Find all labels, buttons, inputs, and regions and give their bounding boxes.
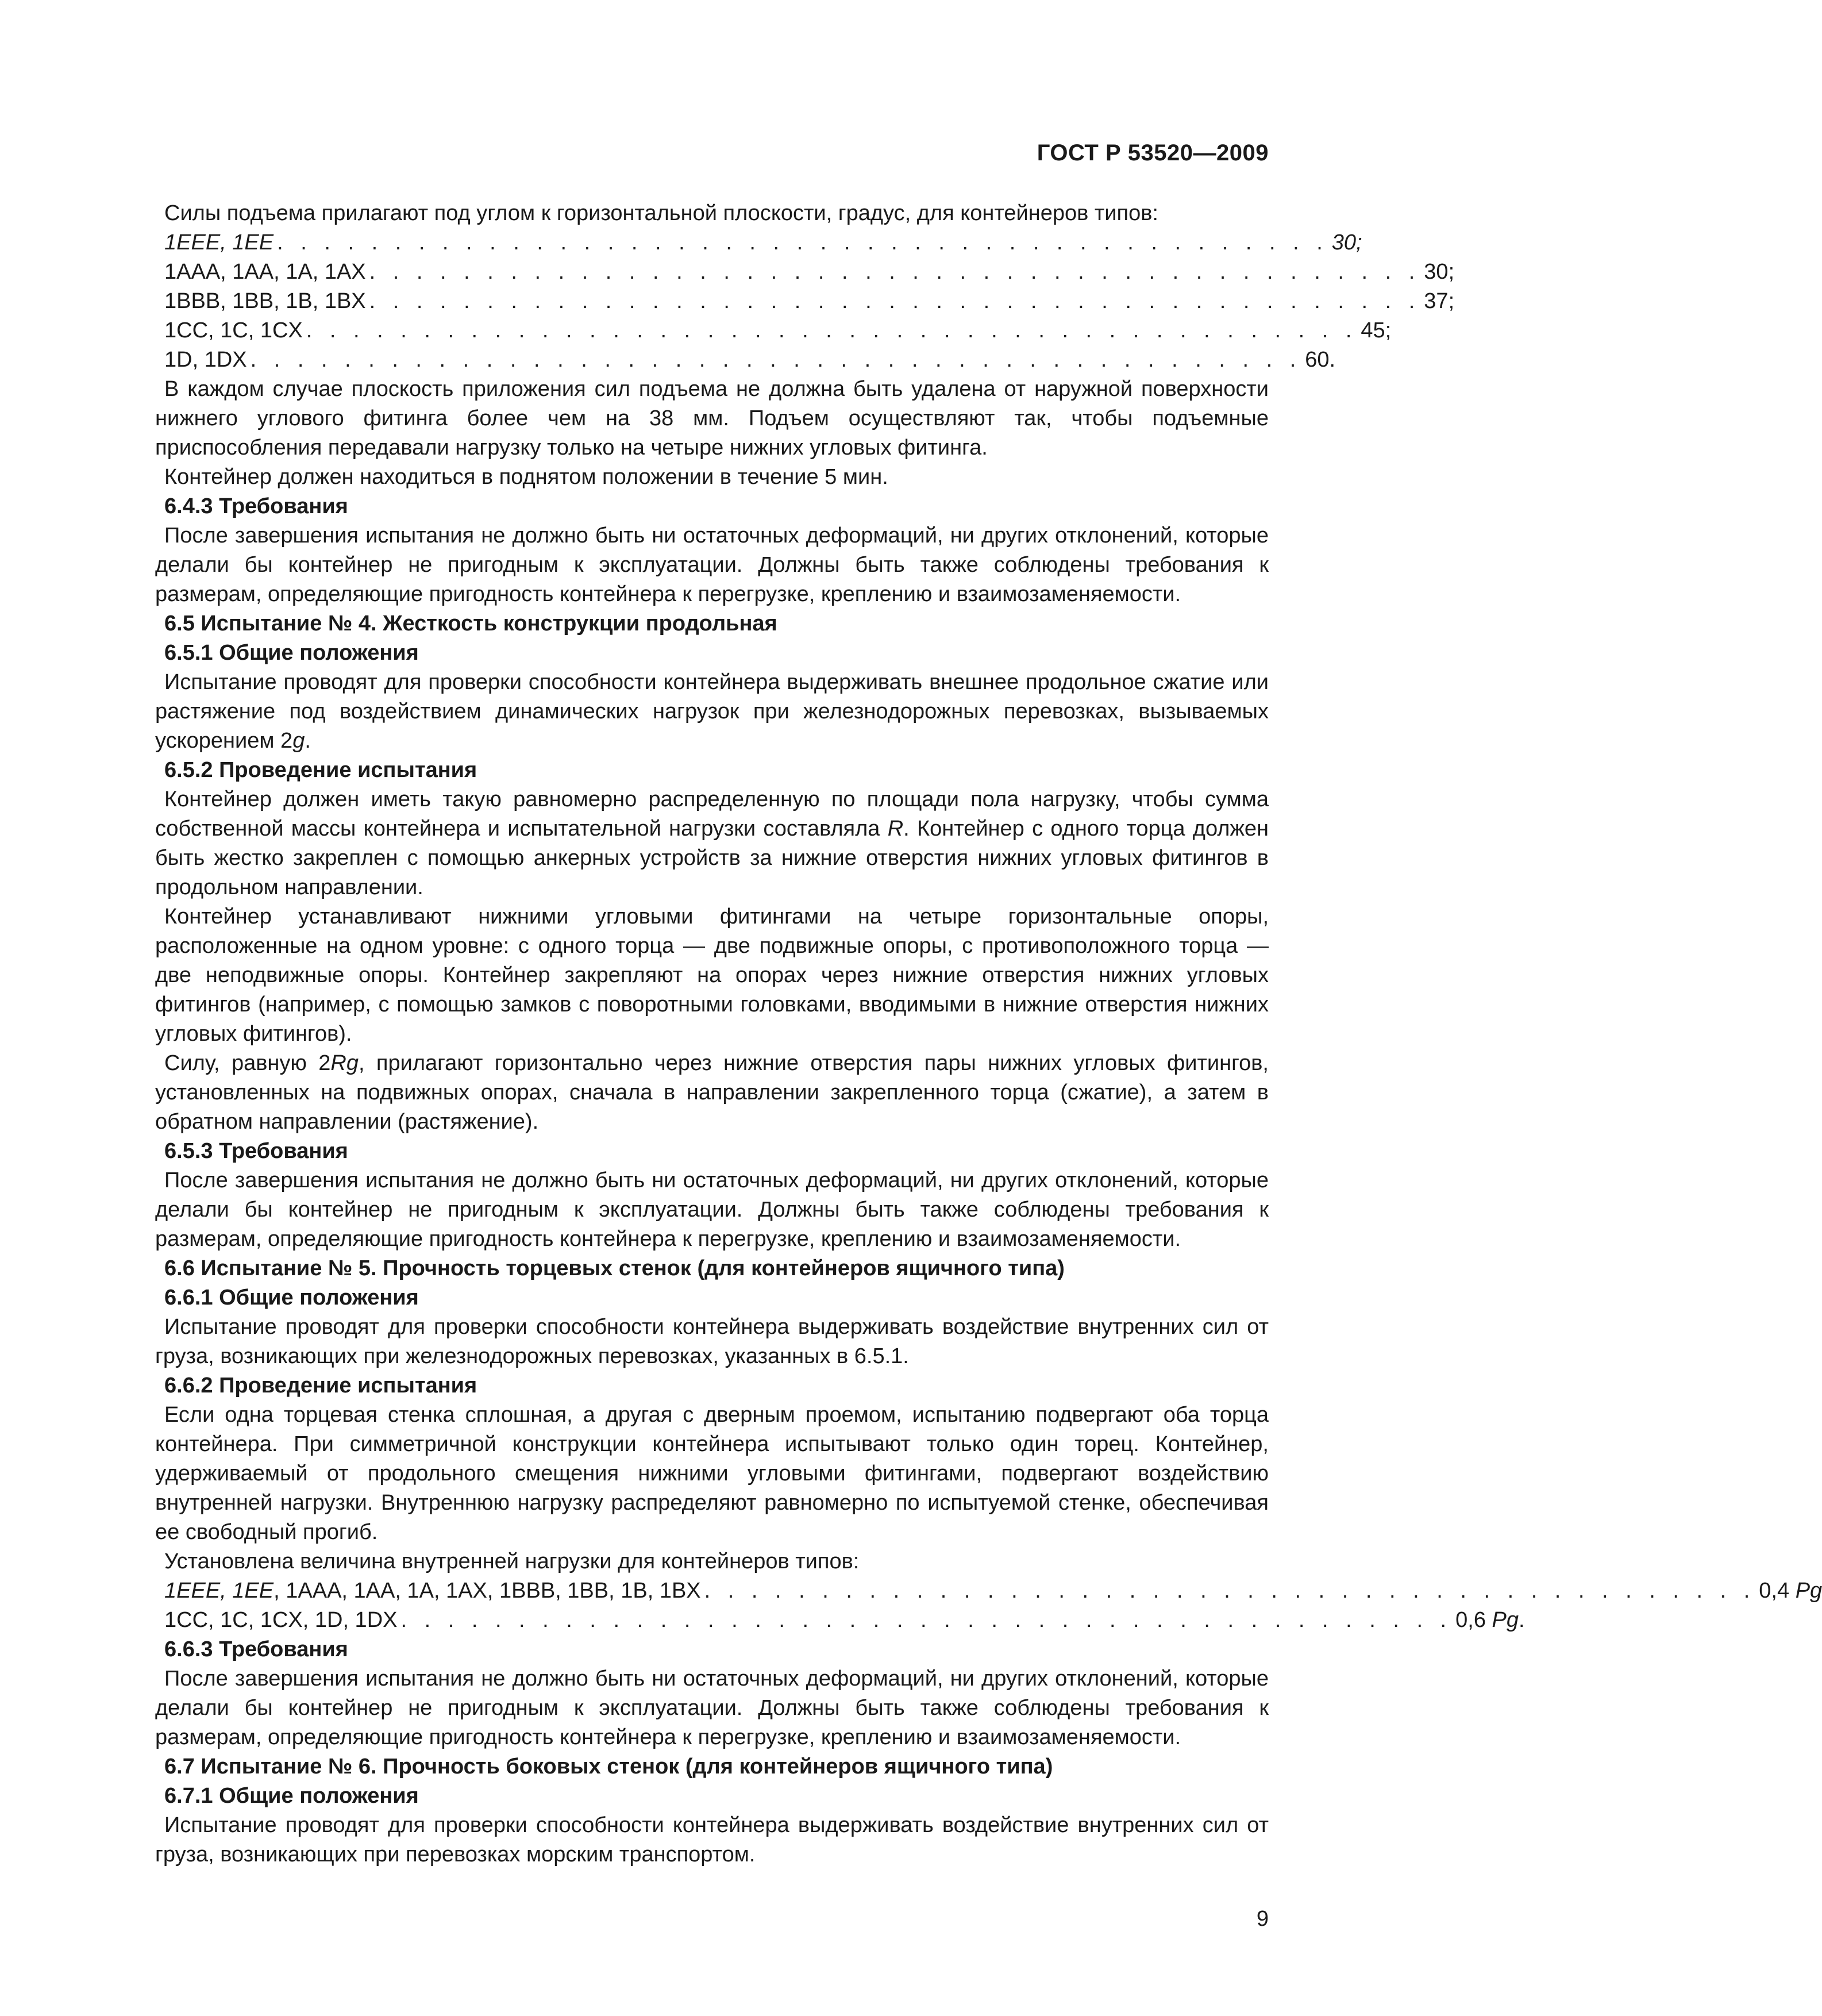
paragraph: Контейнер должен находиться в поднятом положении в течение 5 мин. (164, 465, 888, 489)
dot-leader: . . . . . . . . . . . . . . . . . . . . . . . . . . . . . . . . . . . . . . . . . . . . . (400, 1608, 1453, 1632)
paragraph: Испытание проводят для проверки способности контейнера выдерживать воздействие внутренних сил от груза, возникающих при железнодорожных перевозках, указанных в 6.5.1. (155, 1315, 1269, 1368)
section-heading: 6.6 Испытание № 5. Прочность торцевых стенок (для контейнеров ящичного типа) (164, 1256, 1065, 1280)
document-code: ГОСТ Р 53520—2009 (1037, 140, 1269, 166)
section-heading: 6.5 Испытание № 4. Жесткость конструкции продольная (164, 611, 777, 636)
section-heading: 6.5.1 Общие положения (164, 641, 419, 665)
loads-intro: Установлена величина внутренней нагрузки для контейнеров типов: (164, 1549, 860, 1573)
paragraph: После завершения испытания не должно быть ни остаточных деформаций, ни других отклонений, которые делали бы контейнер не пригодным к эксплуатации. Должны быть также соблюдены требования к размерам, определяющие пригодность контейнера к перегрузке, креплению и взаимозаменяемости. (155, 1168, 1269, 1251)
angle-row (155, 345, 1336, 375)
dot-leader: . . . . . . . . . . . . . . . . . . . . . . . . . . . . . . . . . . . . . . . . . . . . . (277, 230, 1328, 255)
paragraph: В каждом случае плоскость приложения сил подъема не должна быть удалена от наружной поверхности нижнего углового фитинга более чем на 38 мм. Подъем осуществляют так, чтобы подъемные приспособления передавали нагрузку только на четыре нижних угловых фитинга. (155, 377, 1269, 460)
page-number: 9 (1256, 1907, 1269, 1931)
paragraph: Силу, равную 2Rg, прилагают горизонтально через нижние отверстия пары нижних угловых фитингов, установленных на подвижных опорах, сначала в направлении закрепленного торца (сжатие), а затем в обратном направлении (растяжение). (155, 1051, 1269, 1134)
paragraph: Испытание проводят для проверки способности контейнера выдерживать внешнее продольное сжатие или растяжение под воздействием динамических нагрузок при железнодорожных перевозках, вызываемых ускорением 2g. (155, 670, 1269, 753)
angle-row-label: 1BBB, 1BB, 1B, 1BX (164, 289, 366, 313)
angle-row-value: 60. (1305, 348, 1336, 372)
load-row: 1EEE, 1EE, 1AAA, 1AA, 1A, 1AX, 1BBB, 1BB, 1B, 1BX . . . . . . . . . . . . . . . . . . . . . . . . . . . . . . . . . . . . . . . . . . . . . 0,4 Pg (155, 1576, 940, 1606)
page-body (155, 199, 1822, 1869)
angle-row-value: 45; (1361, 318, 1392, 343)
angle-row (155, 316, 1392, 345)
dot-leader: . . . . . . . . . . . . . . . . . . . . . . . . . . . . . . . . . . . . . . . . . . . . . (306, 318, 1358, 343)
section-heading: 6.5.3 Требования (164, 1139, 348, 1163)
angle-row-value: 30; (1424, 260, 1455, 284)
angle-row (155, 257, 1455, 287)
section-heading: 6.6.1 Общие положения (164, 1286, 419, 1310)
angles-intro: Силы подъема прилагают под углом к горизонтальной плоскости, градус, для контейнеров типов: (164, 201, 1158, 225)
angle-row-label: 1AAA, 1AA, 1A, 1AX (164, 260, 366, 284)
load-row: 1CC, 1C, 1CX, 1D, 1DX . . . . . . . . . . . . . . . . . . . . . . . . . . . . . . . . . . . . . . . . . . . . . 0,6 Pg. (155, 1606, 940, 1635)
angle-row-value: 30; (1331, 230, 1362, 255)
section-heading: 6.7 Испытание № 6. Прочность боковых стенок (для контейнеров ящичного типа) (164, 1755, 1053, 1779)
angle-row (155, 228, 1362, 257)
paragraph: После завершения испытания не должно быть ни остаточных деформаций, ни других отклонений, которые делали бы контейнер не пригодным к эксплуатации. Должны быть также соблюдены требования к размерам, определяющие пригодность контейнера к перегрузке, креплению и взаимозаменяемости. (155, 1667, 1269, 1749)
paragraph: Если одна торцевая стенка сплошная, а другая с дверным проемом, испытанию подвергают оба торца контейнера. При симметричной конструкции контейнера испытывают только один торец. Контейнер, удерживаемый от продольного смещения нижними угловыми фитингами, подвергают воздействию внутренней нагрузки. Внутреннюю нагрузку распределяют равномерно по испытуемой стенке, обеспечивая ее свободный прогиб. (155, 1403, 1269, 1544)
dot-leader: . . . . . . . . . . . . . . . . . . . . . . . . . . . . . . . . . . . . . . . . . . . . . (369, 260, 1421, 284)
paragraph: Контейнер устанавливают нижними угловыми фитингами на четыре горизонтальные опоры, расположенные на одном уровне: с одного торца — две подвижные опоры, с противоположного торца — две неподвижные опоры. Контейнер закрепляют на опорах через нижние отверстия нижних угловых фитингов (например, с помощью замков с поворотными головками, вводимыми в нижние отверстия нижних угловых фитингов). (155, 905, 1269, 1046)
section-heading: 6.7.1 Общие положения (164, 1784, 419, 1808)
angle-row-value: 37; (1424, 289, 1455, 313)
section-heading: 6.4.3 Требования (164, 494, 348, 518)
paragraph: Испытание проводят для проверки способности контейнера выдерживать воздействие внутренних сил от груза, возникающих при перевозках морским транспортом. (155, 1813, 1269, 1867)
angle-row (155, 287, 1455, 316)
angle-row-label: 1D, 1DX (164, 348, 247, 372)
dot-leader: . . . . . . . . . . . . . . . . . . . . . . . . . . . . . . . . . . . . . . . . . . . . . (369, 289, 1421, 313)
angle-row-label: 1EEE, 1EE (164, 230, 274, 255)
dot-leader: . . . . . . . . . . . . . . . . . . . . . . . . . . . . . . . . . . . . . . . . . . . . . (250, 348, 1302, 372)
section-heading: 6.6.2 Проведение испытания (164, 1374, 477, 1398)
section-heading: 6.6.3 Требования (164, 1637, 348, 1661)
paragraph: После завершения испытания не должно быть ни остаточных деформаций, ни других отклонений, которые делали бы контейнер не пригодным к эксплуатации. Должны быть также соблюдены требования к размерам, определяющие пригодность контейнера к перегрузке, креплению и взаимозаменяемости. (155, 524, 1269, 606)
section-heading: 6.5.2 Проведение испытания (164, 758, 477, 782)
paragraph: Контейнер должен иметь такую равномерно распределенную по площади пола нагрузку, чтобы сумма собственной массы контейнера и испытательной нагрузки составляла R. Контейнер с одного торца должен быть жестко закреплен с помощью анкерных устройств за нижние отверстия нижних угловых фитингов в продольном направлении. (155, 787, 1269, 899)
dot-leader: . . . . . . . . . . . . . . . . . . . . . . . . . . . . . . . . . . . . . . . . . . . . . (704, 1579, 1756, 1603)
angle-row-label: 1CC, 1C, 1CX (164, 318, 303, 343)
